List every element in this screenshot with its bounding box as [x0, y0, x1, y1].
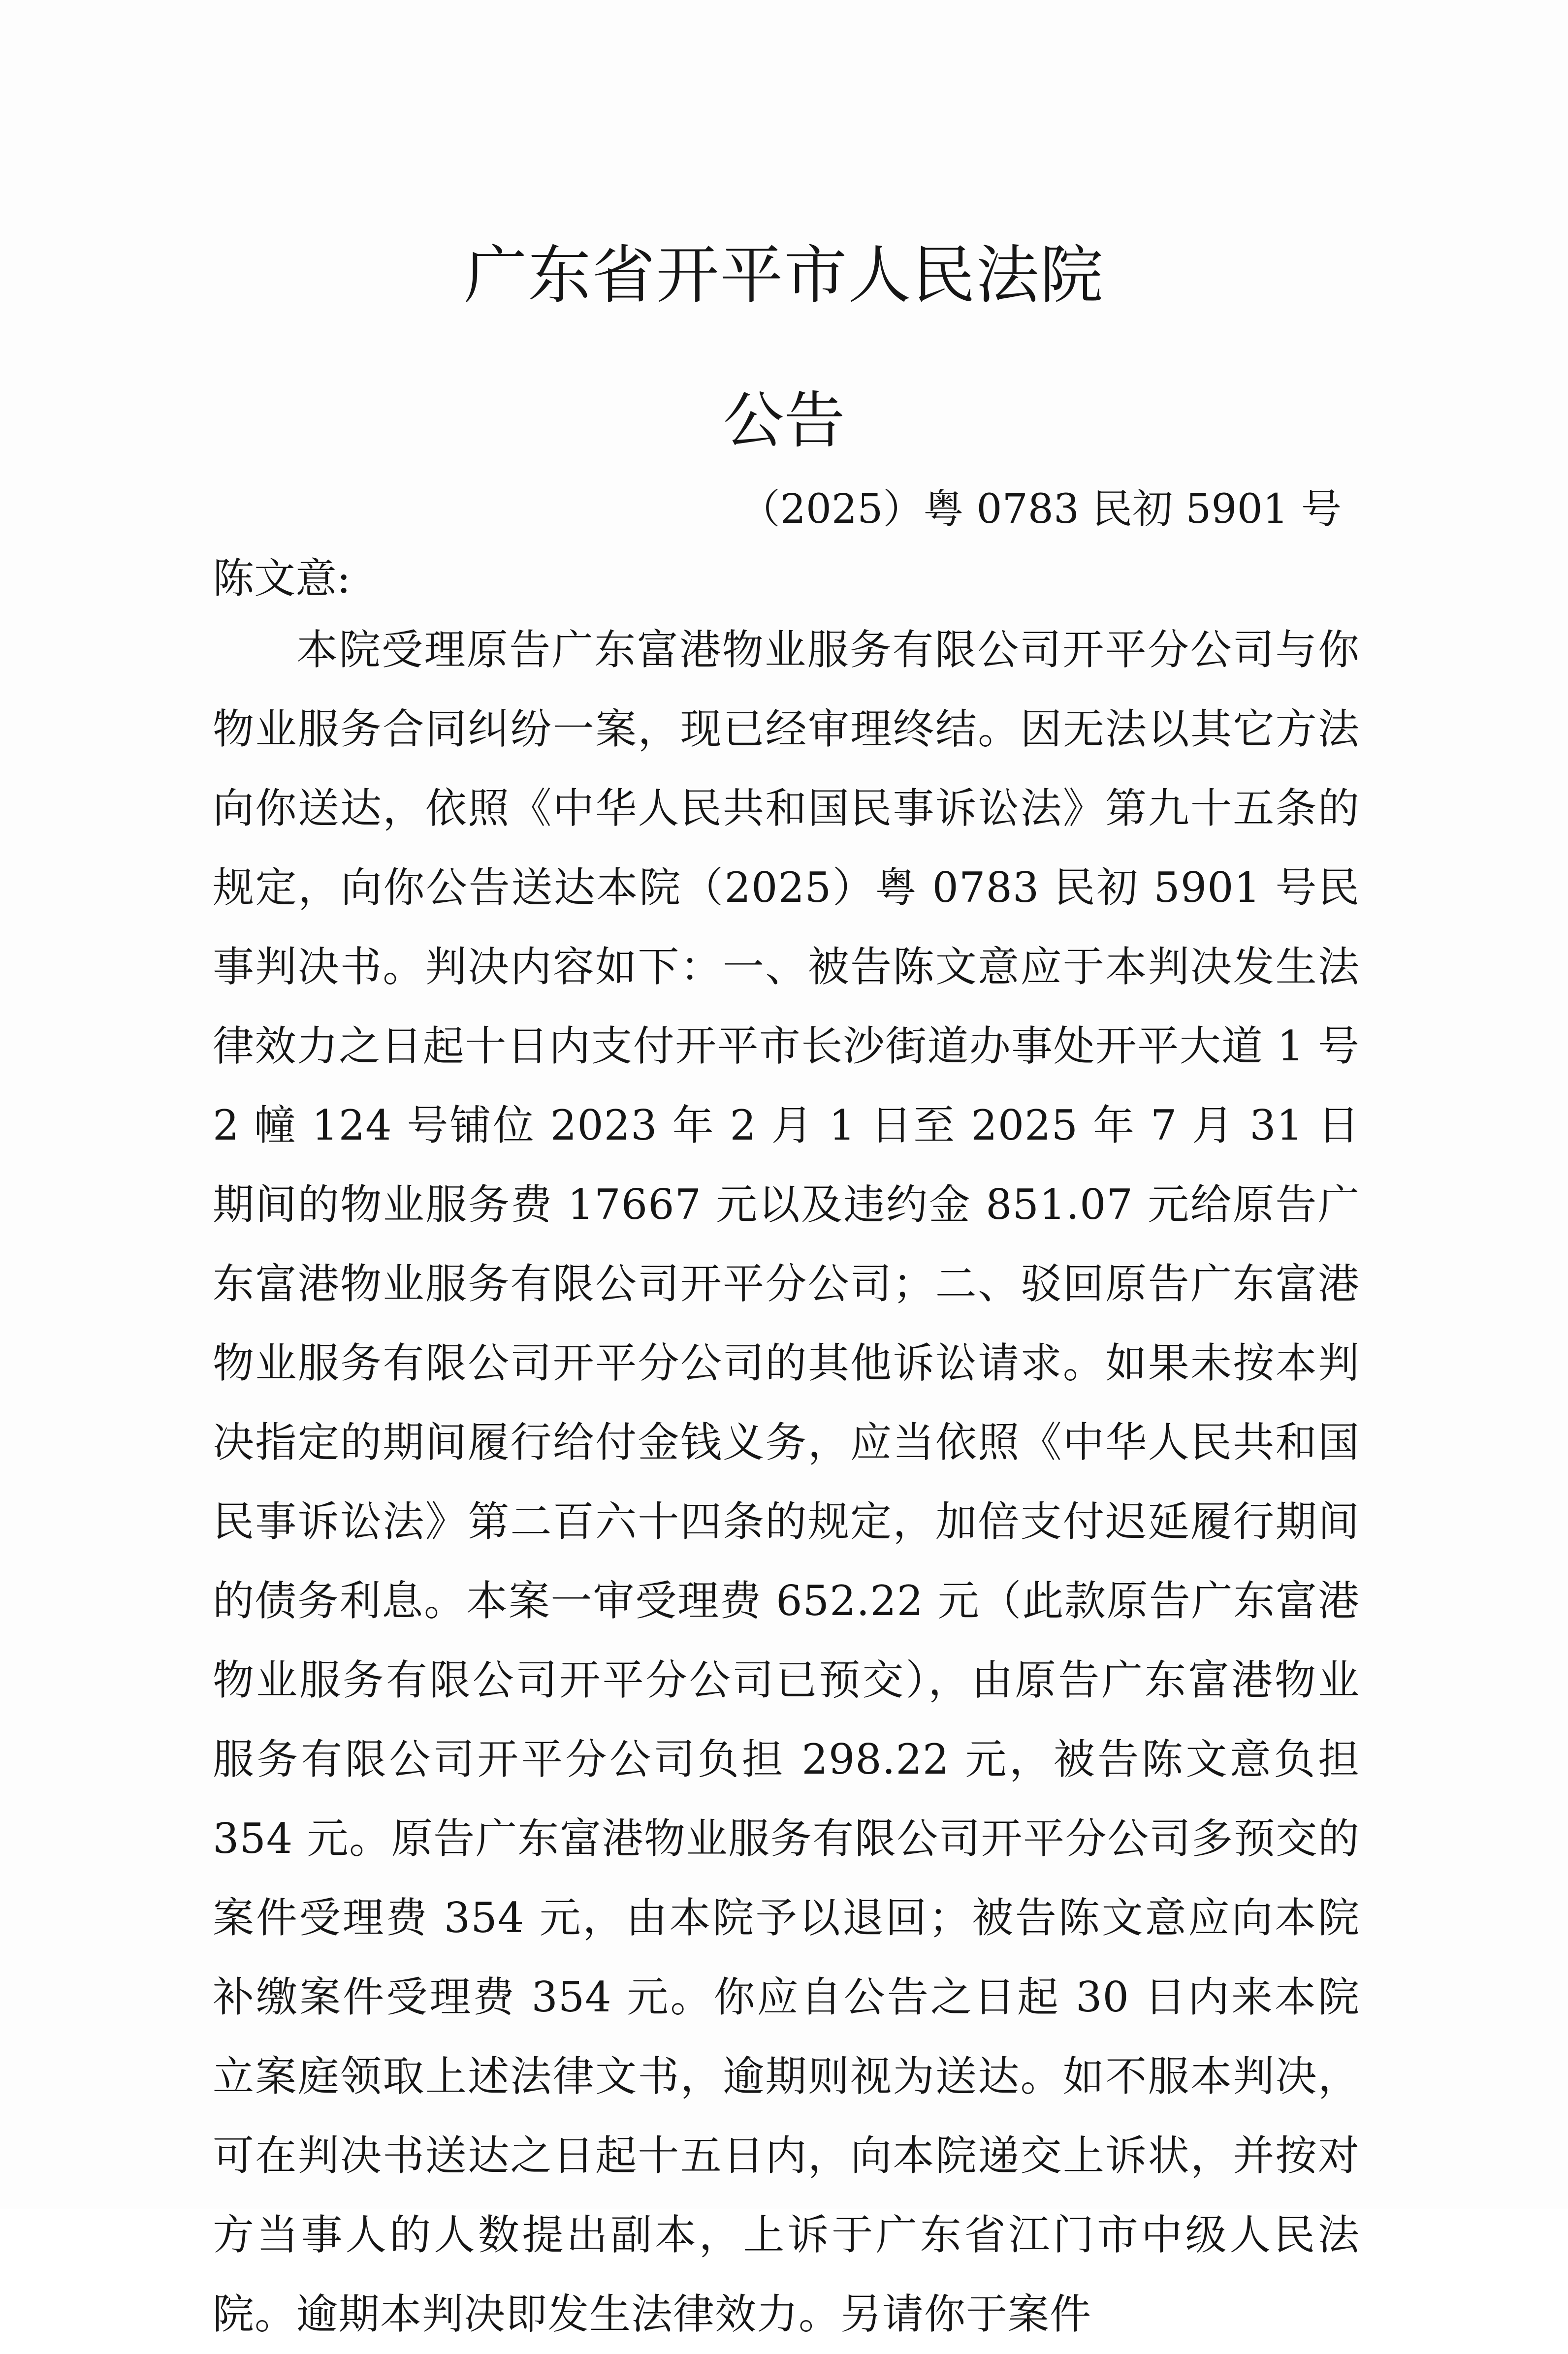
document-type-heading: 公告: [723, 385, 845, 456]
addressee: 陈文意:: [213, 554, 351, 603]
court-name-heading: 广东省开平市人民法院: [464, 239, 1104, 312]
notice-body-paragraph: 本院受理原告广东富港物业服务有限公司开平分公司与你物业服务合同纠纷一案，现已经审理终结。因无法以其它方法向你送达，依照《中华人民共和国民事诉讼法》第九十五条的规定，向你公告送达本院（2025）粤 0783 民初 5901 号民事判决书。判决内容如下：一、被告陈文意应于本判决发生法律效力之日起十日内支付开平市长沙街道办事处开平大道 1 号 2 幢 124 号铺位 2023 年 2 月 1 日至 2025 年 7 月 31 日期间的物业服务费 17667 元以及违约金 851.07 元给原告广东富港物业服务有限公司开平分公司；二、驳回原告广东富港物业服务有限公司开平分公司的其他诉讼请求。如果未按本判决指定的期间履行给付金钱义务，应当依照《中华人民共和国民事诉讼法》第二百六十四条的规定，加倍支付迟延履行期间的债务利息。本案一审受理费 652.22 元（此款原告广东富港物业服务有限公司开平分公司已预交），由原告广东富港物业服务有限公司开平分公司负担 298.22 元，被告陈文意负担 354 元。原告广东富港物业服务有限公司开平分公司多预交的案件受理费 354 元，由本院予以退回；被告陈文意应向本院补缴案件受理费 354 元。你应自公告之日起 30 日内来本院立案庭领取上述法律文书，逾期则视为送达。如不服本判决，可在判决书送达之日起十五日内，向本院递交上诉状，并按对方当事人的人数提出副本，上诉于广东省江门市中级人民法院。逾期本判决即发生法律效力。另请你于案件: [213, 626, 1360, 2338]
case-number: （2025）粤 0783 民初 5901 号: [739, 486, 1342, 533]
